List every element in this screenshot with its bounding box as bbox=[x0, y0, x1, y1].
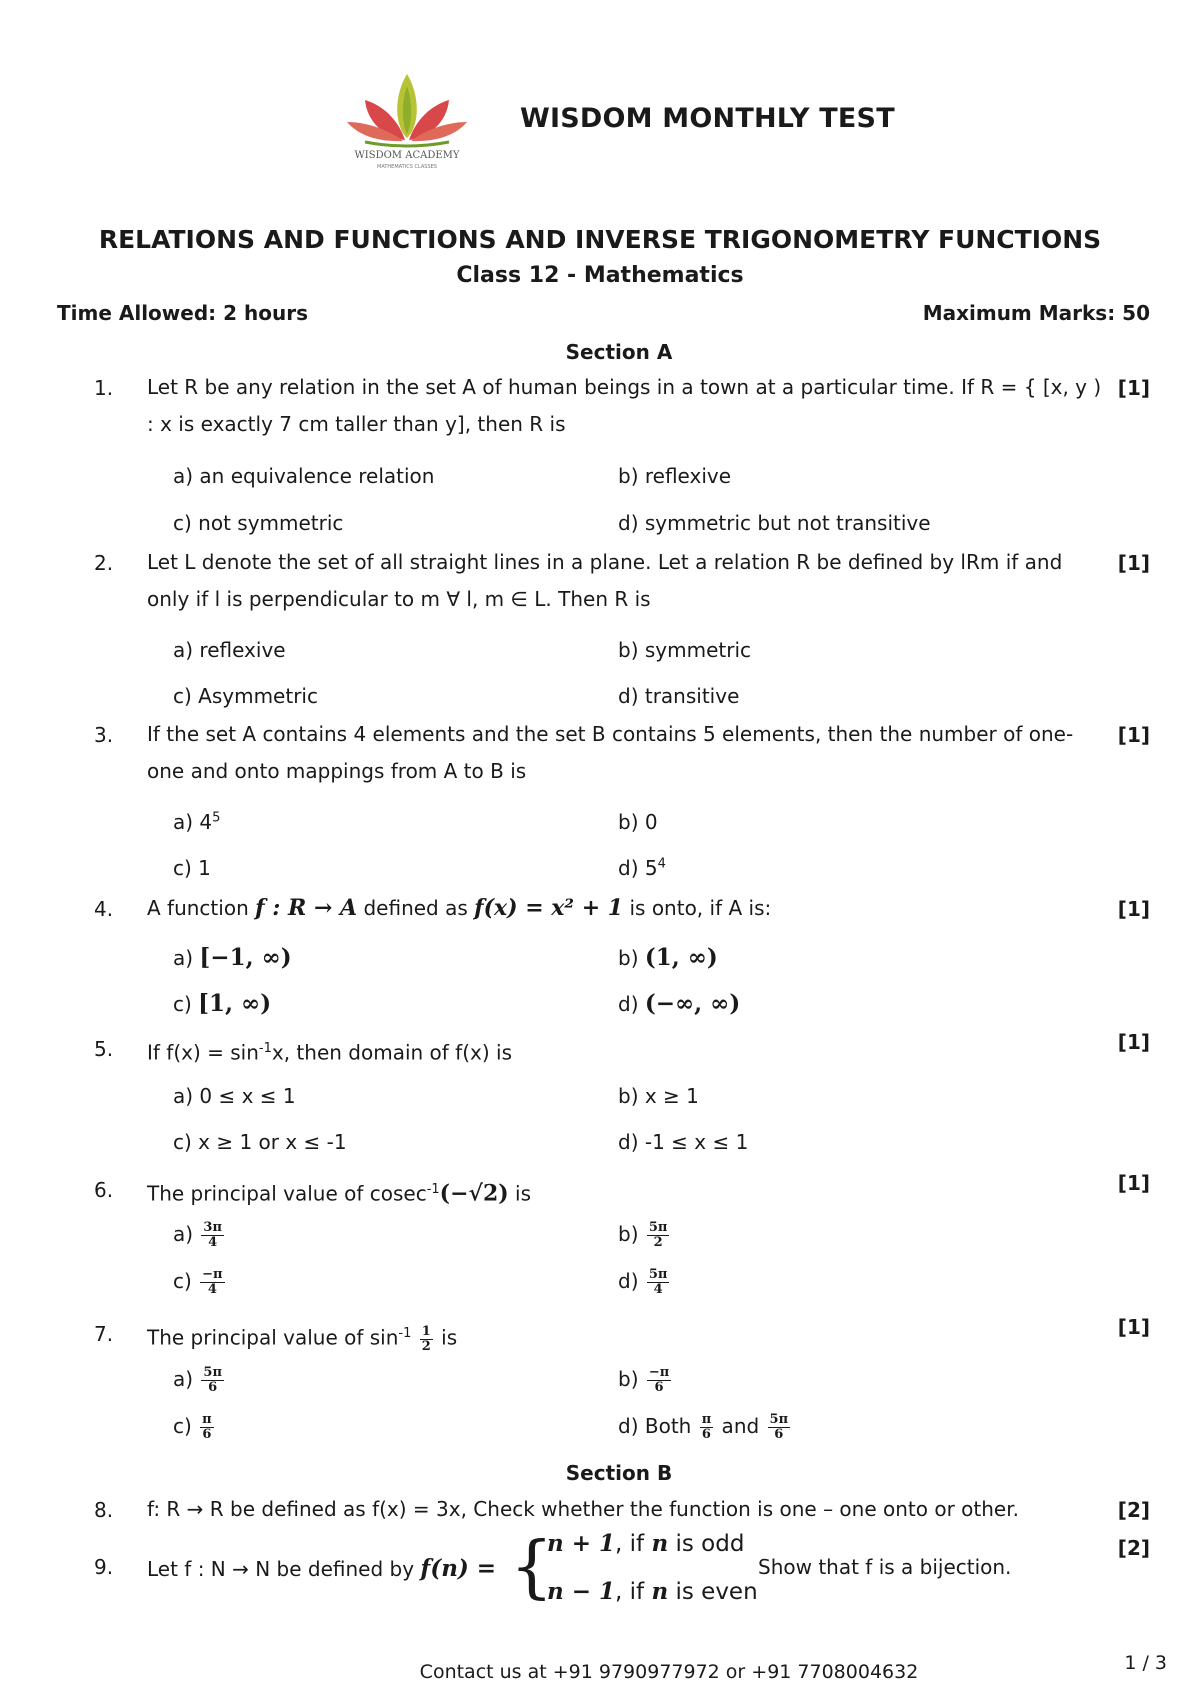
q5-option-a: a) 0 ≤ x ≤ 1 bbox=[173, 1084, 296, 1108]
q4-text-2: defined as bbox=[357, 896, 475, 920]
q9-case-odd-condition: is odd bbox=[668, 1531, 745, 1557]
q5-superscript: -1 bbox=[258, 1041, 272, 1056]
q2-option-a: a) reflexive bbox=[173, 638, 286, 662]
q6-number: 6. bbox=[94, 1178, 114, 1202]
q7-option-a-fraction bbox=[201, 1366, 224, 1395]
q4-option-b bbox=[618, 944, 718, 971]
q1-option-a: a) an equivalence relation bbox=[173, 464, 435, 488]
q7-option-d-denominator-1: 6 bbox=[701, 1427, 711, 1442]
q4-function-map: f : R → A bbox=[255, 895, 358, 921]
logo-tagline: MATHEMATICS CLASSES bbox=[377, 164, 437, 170]
q4-option-d-value: (−∞, ∞) bbox=[644, 990, 741, 1017]
q7-option-d-fraction-1 bbox=[700, 1413, 714, 1442]
q7-option-d-denominator-2: 6 bbox=[774, 1427, 784, 1442]
q6-superscript: -1 bbox=[426, 1182, 440, 1197]
q7-number: 7. bbox=[94, 1322, 114, 1346]
q5-text-1: If f(x) = sin bbox=[147, 1040, 259, 1065]
q6-option-a-fraction bbox=[201, 1221, 224, 1250]
time-allowed: Time Allowed: 2 hours bbox=[57, 301, 308, 325]
q6-option-c-numerator: −π bbox=[202, 1267, 223, 1282]
q2-option-d: d) transitive bbox=[618, 684, 740, 708]
q6-option-b-label: b) bbox=[618, 1222, 645, 1246]
q6-option-d-label: d) bbox=[618, 1269, 645, 1293]
q9-case-odd-expression: n + 1 bbox=[547, 1530, 616, 1557]
q8-marks: [2] bbox=[1117, 1498, 1150, 1522]
q9-case-even-expression: n − 1 bbox=[547, 1578, 616, 1605]
logo-text: WISDOM ACADEMY bbox=[354, 150, 460, 161]
q7-fraction bbox=[420, 1325, 433, 1354]
q9-text-tail: Show that f is a bijection. bbox=[758, 1555, 1012, 1579]
q9-case-even-condition: is even bbox=[668, 1579, 758, 1605]
q4-option-c-value: [1, ∞) bbox=[198, 990, 272, 1017]
q8-number: 8. bbox=[94, 1498, 114, 1522]
q7-option-c-denominator: 6 bbox=[202, 1427, 212, 1442]
q7-option-d-fraction-2 bbox=[768, 1413, 791, 1442]
q7-option-c bbox=[173, 1413, 216, 1442]
q3-option-a-base: a) 4 bbox=[173, 810, 213, 834]
q7-option-b-fraction bbox=[647, 1366, 671, 1395]
q7-fraction-numerator: 1 bbox=[421, 1323, 431, 1339]
page-number: 1 / 3 bbox=[1124, 1652, 1167, 1674]
q4-text-3: is onto, if A is: bbox=[623, 896, 772, 920]
q9-case-even-variable: n bbox=[651, 1578, 669, 1605]
q7-option-b-numerator: −π bbox=[648, 1365, 670, 1380]
q5-marks: [1] bbox=[1117, 1030, 1150, 1054]
q2-number: 2. bbox=[94, 551, 114, 575]
q7-option-c-numerator: π bbox=[202, 1412, 212, 1427]
q7-marks: [1] bbox=[1117, 1315, 1150, 1339]
q7-option-d-and: and bbox=[715, 1414, 766, 1438]
q5-option-c: c) x ≥ 1 or x ≤ -1 bbox=[173, 1130, 347, 1154]
q3-option-b: b) 0 bbox=[618, 810, 658, 834]
q3-option-d-exponent: 4 bbox=[657, 856, 666, 872]
q5-text bbox=[147, 1030, 1102, 1072]
footer-contact: Contact us at +91 9790977972 or +91 7708004632 bbox=[419, 1661, 919, 1683]
q6-expression: (−√2) bbox=[439, 1180, 509, 1207]
q6-option-c-label: c) bbox=[173, 1269, 199, 1293]
q9-case-even-if: , if bbox=[615, 1579, 652, 1605]
q4-number: 4. bbox=[94, 897, 114, 921]
q6-option-a bbox=[173, 1221, 226, 1250]
q7-option-d bbox=[618, 1413, 792, 1442]
q5-number: 5. bbox=[94, 1037, 114, 1061]
q9-text-lead bbox=[147, 1555, 496, 1582]
q4-option-b-value: (1, ∞) bbox=[644, 944, 718, 971]
test-title: WISDOM MONTHLY TEST bbox=[520, 103, 895, 134]
q9-marks: [2] bbox=[1117, 1536, 1150, 1560]
q8-text: f: R → R be defined as f(x) = 3x, Check whether the function is one – one onto or other. bbox=[147, 1497, 1019, 1521]
q4-marks: [1] bbox=[1117, 897, 1150, 921]
q6-option-c bbox=[173, 1268, 227, 1297]
q3-number: 3. bbox=[94, 723, 114, 747]
q9-case-odd-variable: n bbox=[651, 1530, 669, 1557]
q7-option-a bbox=[173, 1366, 226, 1395]
q6-option-a-label: a) bbox=[173, 1222, 200, 1246]
q1-text: Let R be any relation in the set A of human beings in a town at a particular time. If R = { [x, y ) : x is exactly 7 cm taller than y], then R is bbox=[147, 375, 1102, 436]
q2-option-c: c) Asymmetric bbox=[173, 684, 318, 708]
q7-option-a-numerator: 5π bbox=[203, 1365, 222, 1380]
q7-option-d-numerator-2: 5π bbox=[769, 1412, 789, 1427]
q2-text: Let L denote the set of all straight lines in a plane. Let a relation R be defined by lRm if and only if l is perpendicular to m ∀ l, m ∈ L. Then R is bbox=[147, 550, 1063, 611]
q4-option-d-label: d) bbox=[618, 992, 645, 1016]
q7-option-c-label: c) bbox=[173, 1414, 199, 1438]
q6-option-c-denominator: 4 bbox=[207, 1282, 217, 1297]
q7-option-b bbox=[618, 1366, 673, 1395]
q6-marks: [1] bbox=[1117, 1171, 1150, 1195]
q9-text-1: Let f : N → N be defined by bbox=[147, 1557, 421, 1581]
q6-option-d-denominator: 4 bbox=[653, 1282, 663, 1297]
q6-option-b-denominator: 2 bbox=[653, 1235, 663, 1250]
q6-option-a-denominator: 4 bbox=[208, 1235, 218, 1250]
q3-option-d-base: d) 5 bbox=[618, 856, 658, 880]
q4-option-d bbox=[618, 990, 740, 1017]
q4-option-b-label: b) bbox=[618, 946, 645, 970]
q7-text-1: The principal value of sin bbox=[147, 1325, 399, 1350]
q7-option-c-fraction bbox=[200, 1413, 214, 1442]
q4-text bbox=[147, 890, 1102, 927]
q7-text bbox=[147, 1315, 1102, 1357]
maximum-marks: Maximum Marks: 50 bbox=[922, 301, 1150, 325]
q1-option-c: c) not symmetric bbox=[173, 511, 344, 535]
q6-option-b-numerator: 5π bbox=[648, 1220, 668, 1235]
q6-text-2: is bbox=[508, 1181, 532, 1206]
subtitle: Class 12 - Mathematics bbox=[456, 263, 744, 288]
q3-marks: [1] bbox=[1117, 723, 1150, 747]
q3-option-a bbox=[173, 810, 220, 834]
q4-option-a bbox=[173, 944, 292, 971]
q6-option-b-fraction bbox=[647, 1221, 670, 1250]
q6-option-d-numerator: 5π bbox=[648, 1267, 668, 1282]
q9-case-odd bbox=[547, 1530, 744, 1557]
q7-text-2: is bbox=[434, 1325, 458, 1350]
q3-text: If the set A contains 4 elements and the set B contains 5 elements, then the number of one-one and onto mappings from A to B is bbox=[147, 722, 1074, 783]
q4-option-a-value: [−1, ∞) bbox=[199, 944, 292, 971]
q6-option-d-fraction bbox=[647, 1268, 670, 1297]
q3-option-d bbox=[618, 856, 666, 880]
q9-case-odd-if: , if bbox=[615, 1531, 652, 1557]
q7-option-d-numerator-1: π bbox=[701, 1412, 712, 1427]
section-b-heading: Section B bbox=[565, 1461, 673, 1485]
q7-option-b-denominator: 6 bbox=[654, 1380, 664, 1395]
q9-case-even bbox=[547, 1578, 758, 1605]
q1-option-b: b) reflexive bbox=[618, 464, 732, 488]
section-a-heading: Section A bbox=[565, 340, 673, 364]
q7-superscript: -1 bbox=[398, 1326, 412, 1341]
q9-piecewise-brace: { bbox=[510, 1528, 554, 1607]
q9-number: 9. bbox=[94, 1555, 114, 1579]
q1-option-d: d) symmetric but not transitive bbox=[618, 511, 931, 535]
q6-text-1: The principal value of cosec bbox=[147, 1181, 427, 1206]
q5-option-d: d) -1 ≤ x ≤ 1 bbox=[618, 1130, 749, 1154]
q3-option-a-exponent: 5 bbox=[212, 810, 221, 826]
q3-option-c: c) 1 bbox=[173, 856, 211, 880]
q2-option-b: b) symmetric bbox=[618, 638, 751, 662]
q4-function-definition: f(x) = x² + 1 bbox=[474, 895, 624, 921]
q5-option-b: b) x ≥ 1 bbox=[618, 1084, 699, 1108]
wisdom-academy-logo bbox=[345, 72, 470, 172]
q9-function-lhs: f(n) = bbox=[420, 1555, 497, 1582]
q6-text bbox=[147, 1171, 1102, 1213]
q7-option-a-denominator: 6 bbox=[208, 1380, 218, 1395]
q6-option-a-numerator: 3π bbox=[203, 1220, 222, 1235]
q2-marks: [1] bbox=[1117, 551, 1150, 575]
q5-text-2: x, then domain of f(x) is bbox=[271, 1040, 512, 1065]
q6-option-d bbox=[618, 1268, 671, 1297]
q1-number: 1. bbox=[94, 376, 114, 400]
q4-option-a-label: a) bbox=[173, 946, 200, 970]
q4-option-c-label: c) bbox=[173, 992, 199, 1016]
q7-option-a-label: a) bbox=[173, 1367, 200, 1391]
q7-option-d-label: d) Both bbox=[618, 1414, 698, 1438]
q6-option-c-fraction bbox=[200, 1268, 224, 1297]
q7-fraction-denominator: 2 bbox=[421, 1338, 431, 1354]
main-title: RELATIONS AND FUNCTIONS AND INVERSE TRIGONOMETRY FUNCTIONS bbox=[98, 225, 1102, 254]
q4-text-1: A function bbox=[147, 896, 256, 920]
q6-option-b bbox=[618, 1221, 671, 1250]
q4-option-c bbox=[173, 990, 271, 1017]
q7-option-b-label: b) bbox=[618, 1367, 645, 1391]
q1-marks: [1] bbox=[1117, 376, 1150, 400]
